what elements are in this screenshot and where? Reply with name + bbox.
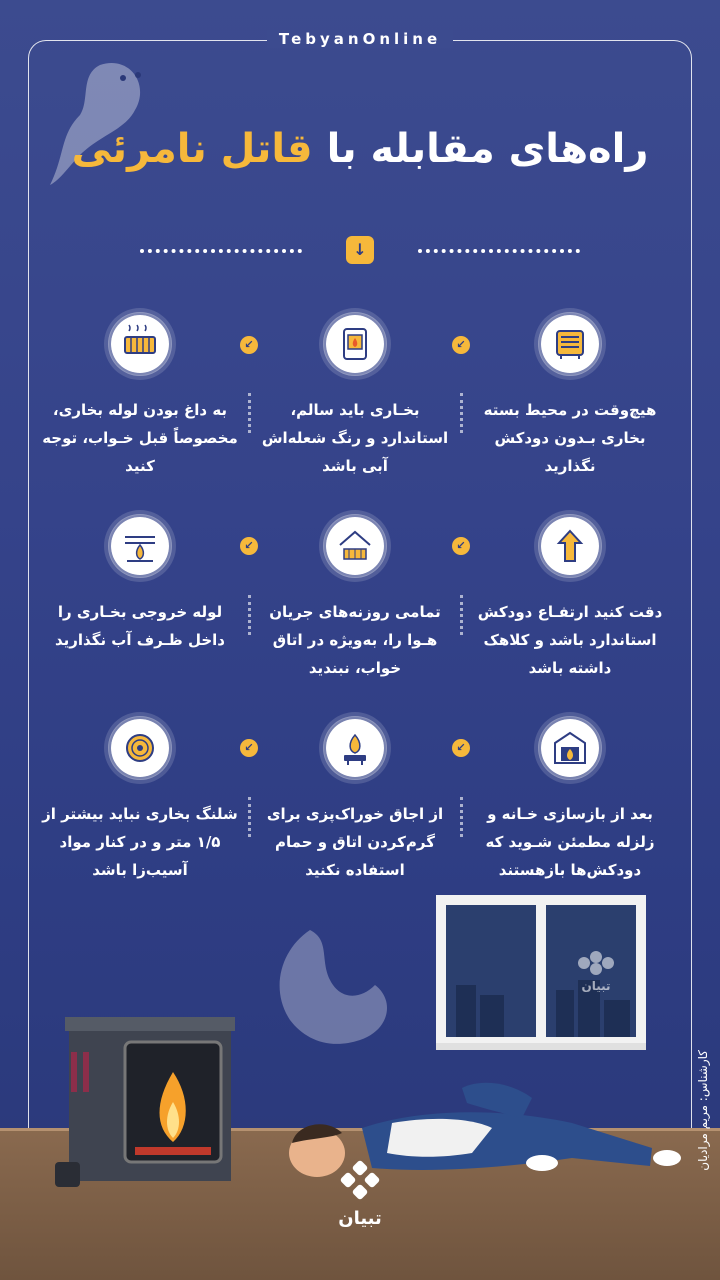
hose-coil-icon bbox=[108, 716, 172, 780]
tip-card bbox=[470, 716, 670, 884]
arrow-left-icon: ↙ bbox=[452, 336, 470, 354]
tip-card bbox=[470, 312, 670, 480]
heater-box-icon bbox=[538, 312, 602, 376]
logo-watermark: تبیان bbox=[581, 979, 611, 993]
tip-card bbox=[255, 312, 455, 480]
tip-text: شلنگ بخاری نباید بیشتر از ۱/۵ متر و در کنار مواد آسیب‌زا باشد bbox=[42, 805, 238, 879]
divider-dots-right bbox=[418, 249, 580, 253]
arrow-left-icon: ↙ bbox=[240, 739, 258, 757]
dotted-separator bbox=[460, 797, 463, 837]
arrow-left-icon: ↙ bbox=[452, 537, 470, 555]
smoke-ghost-icon bbox=[250, 920, 400, 1050]
radiator-icon bbox=[108, 312, 172, 376]
dotted-separator bbox=[248, 393, 251, 433]
window-illustration bbox=[436, 895, 646, 1050]
dotted-separator bbox=[460, 393, 463, 433]
tip-text: بخـاری باید سالم، استاندارد و رنگ شعله‌اش آبی باشد bbox=[261, 401, 449, 475]
tip-text: به داغ بودن لوله بخاری، مخصوصاً قبل خـواب، توجه کنید bbox=[42, 401, 238, 475]
dotted-separator bbox=[460, 595, 463, 635]
tip-text: از اجاق خوراک‌پزی برای گرم‌کردن اتاق و حمام استفاده نکنید bbox=[266, 805, 444, 879]
tip-text: لوله خروجی بخـاری را داخل ظـرف آب نگذارید bbox=[54, 603, 226, 649]
credit-text: کارشناس: مریم مرادیان bbox=[696, 1050, 710, 1171]
fireplace-icon bbox=[538, 716, 602, 780]
tebyan-logo-icon bbox=[336, 1160, 384, 1204]
down-arrow-icon: ↓ bbox=[346, 236, 374, 264]
dotted-separator bbox=[248, 797, 251, 837]
arrow-left-icon: ↙ bbox=[240, 537, 258, 555]
burner-pipe-icon bbox=[108, 514, 172, 578]
tip-card bbox=[40, 716, 240, 884]
brand-name: TebyanOnline bbox=[267, 30, 453, 48]
gas-flame-icon bbox=[323, 312, 387, 376]
section-divider bbox=[140, 236, 580, 266]
heater-illustration bbox=[55, 1012, 240, 1192]
tip-text: بعد از بازسازی خـانه و زلزله مطمئن شـوید که دودکش‌ها بازهستند bbox=[485, 805, 655, 879]
title-highlight: قاتل نامرئی bbox=[71, 126, 313, 172]
tip-text: دقت کنید ارتفـاع دودکش استاندارد باشد و کلاهک داشته باشد bbox=[477, 603, 663, 677]
tip-card bbox=[255, 716, 455, 884]
tebyan-logo-text: تبیان bbox=[338, 1208, 382, 1229]
tip-card bbox=[40, 514, 240, 654]
tip-text: تمامی روزنه‌های جریان هـوا را، به‌ویژه در اتاق خواب، نبندید bbox=[269, 603, 441, 677]
house-radiator-icon bbox=[323, 514, 387, 578]
arrow-left-icon: ↙ bbox=[452, 739, 470, 757]
dotted-separator bbox=[248, 595, 251, 635]
chimney-arrow-icon bbox=[538, 514, 602, 578]
tip-card bbox=[255, 514, 455, 682]
tebyan-logo bbox=[312, 1160, 408, 1229]
tip-text: هیچ‌وقت در محیط بسته بخاری بـدون دودکش نگذارید bbox=[483, 401, 657, 475]
page-title bbox=[0, 126, 720, 172]
tip-card bbox=[470, 514, 670, 682]
arrow-left-icon: ↙ bbox=[240, 336, 258, 354]
title-text: راه‌های مقابله با bbox=[326, 126, 649, 172]
stove-flame-icon bbox=[323, 716, 387, 780]
tip-card bbox=[40, 312, 240, 480]
divider-dots-left bbox=[140, 249, 302, 253]
